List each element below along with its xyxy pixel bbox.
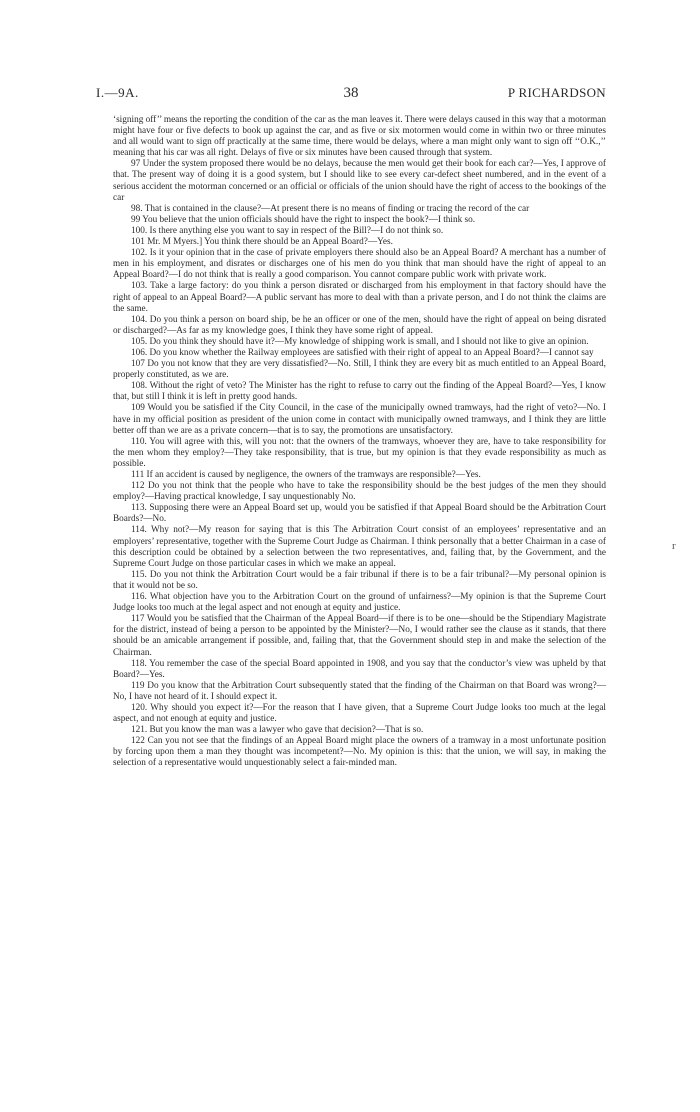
question-100: 100. Is there anything else you want to say in respect of the Bill?—I do not think so. bbox=[131, 225, 444, 236]
document-reference: I.—9A. bbox=[96, 85, 139, 100]
question-111: 111 If an accident is caused by negligence, the owners of the tramways are responsible?—Yes. bbox=[131, 470, 481, 480]
page-header bbox=[96, 85, 606, 105]
margin-mark: r bbox=[672, 540, 676, 552]
question-120: 120. Why should you expect it?—For the reason that I have given, that a Supreme Court Judge looks too much at the legal aspect, and not enough at equity and justice. bbox=[113, 702, 606, 725]
question-104: 104. Do you think a person on board ship, be he an officer or one of the men, should have the right of appeal on being disrated or discharged?—As far as my knowledge goes, I think they have some right of appeal. bbox=[113, 314, 606, 336]
question-102: 102. Is it your opinion that in the case of private employers there should also be an Appeal Board? A merchant has a number of men in his employment, and disrates or discharges one of his men do you think that man should have the right of appeal to an Appeal Board?—I do not think that is really a good comparison. You cannot compare public work with private work. bbox=[113, 248, 606, 281]
question-108: 108. Without the right of veto? The Minister has the right to refuse to carry out the finding of the Appeal Board?—Yes, I know that, but still I think it is left in pretty good hands. bbox=[113, 381, 606, 403]
question-119: 119 Do you know that the Arbitration Court subsequently stated that the finding of the Chairman on that Board was wrong?—No, I have not heard of it. I should expect it. bbox=[113, 680, 606, 702]
question-98: 98. That is contained in the clause?—At present there is no means of finding or tracing the record of the car bbox=[131, 203, 530, 214]
question-106: 106. Do you know whether the Railway employees are satisfied with their right of appeal to an Appeal Board?—I cannot say bbox=[131, 347, 594, 358]
page-number: 38 bbox=[343, 85, 359, 101]
question-113: 113. Supposing there were an Appeal Board set up, would you be satisfied if that Appeal Board should be the Arbitration Court Boards?—No. bbox=[113, 503, 606, 525]
witness-name: P RICHARDSON bbox=[507, 85, 606, 100]
question-97: 97 Under the system proposed there would be no delays, because the men would get their book for each car?—Yes, I approve of that. The present way of doing it is a good system, but I should like to see every car-defect sheet numbered, and in the event of a serious accident the motorman concerned or an official or officials of the union should have the right of access to the bookings of the car bbox=[113, 159, 606, 203]
paragraph-continuation: ‘signing off’’ means the reporting the condition of the car as the man leaves it. There were delays caused in this way that a motorman might have four or five defects to book up against the car, and as five or six motormen would come in within two or three minutes and all would want to sign off practically at the same time, there would be delays, where a man might only want to sign off ‘‘O.K.,’’ meaning that his car was all right. Delays of five or six minutes have been caused through that system. bbox=[113, 115, 606, 159]
question-118: 118. You remember the case of the special Board appointed in 1908, and you say that the conductor’s view was upheld by that Board?—Yes. bbox=[113, 658, 606, 680]
question-112: 112 Do you not think that the people who have to take the responsibility should be the best judges of the men they should employ?—Having practical knowledge, I say unquestionably No. bbox=[113, 481, 606, 503]
document-body bbox=[113, 115, 606, 770]
question-103: 103. Take a large factory: do you think a person disrated or discharged from his employment in that factory should have the right of appeal to an Appeal Board?—A public servant has more to deal with than a private person, and I do not think the claims are the same. bbox=[113, 281, 606, 314]
question-110: 110. You will agree with this, will you not: that the owners of the tramways, whoever they are, have to take responsibility for the men whom they employ?—They take responsibility, that is true, but my opinion is that they evade responsibility as much as possible. bbox=[113, 436, 606, 469]
question-101: 101 Mr. M Myers.] You think there should be an Appeal Board?—Yes. bbox=[131, 237, 393, 248]
question-122: 122 Can you not see that the findings of an Appeal Board might place the owners of a tramway in a most unfortunate position by forcing upon them a man they thought was incompetent?—No. My opinion is this: that the union, we will say, in making the selection of a representative would unquestionably select a fair-minded man. bbox=[113, 736, 606, 769]
question-117: 117 Would you be satisfied that the Chairman of the Appeal Board—if there is to be one—should be the Stipendiary Magistrate for the district, instead of being a person to be appointed by the Minister?—No, I would rather see the clause as it stands, that there should be an amicable arrangement if possible, and, failing that, that the Government should step in and make the selection of the Chairman. bbox=[113, 614, 606, 658]
question-121: 121. But you know the man was a lawyer who gave that decision?—That is so. bbox=[131, 725, 424, 736]
question-109: 109 Would you be satisfied if the City Council, in the case of the municipally owned tramways, had the right of veto?—No. I have in my official position as president of the union come in contact with municipally owned tramways, and I think they are little better off than we are as a private concern—that is to say, the promotions are unsatisfactory. bbox=[113, 403, 606, 436]
question-107: 107 Do you not know that they are very dissatisfied?—No. Still, I think they are every bit as much entitled to an Appeal Board, properly constituted, as we are. bbox=[113, 359, 606, 381]
question-115: 115. Do you not think the Arbitration Court would be a fair tribunal if there is to be a fair tribunal?—My personal opinion is that it would not be so. bbox=[113, 569, 606, 591]
question-105: 105. Do you think they should have it?—My knowledge of shipping work is small, and I should not like to give an opinion. bbox=[131, 336, 589, 347]
question-99: 99 You believe that the union officials should have the right to inspect the book?—I think so. bbox=[131, 214, 476, 225]
question-116: 116. What objection have you to the Arbitration Court on the ground of unfairness?—My opinion is that the Supreme Court Judge looks too much at the legal aspect and not enough at equity and justice. bbox=[113, 592, 606, 614]
question-114: 114. Why not?—My reason for saying that is this The Arbitration Court consist of an employees’ representative and an employers’ representative, together with the Supreme Court Judge as Chairman. I think personally that a better Chairman in a case of this description could be obtained by a selection between the two representatives, and, failing that, by the Government, and the Supreme Court Judge on those particular cases in which we make an appeal. bbox=[113, 525, 606, 569]
